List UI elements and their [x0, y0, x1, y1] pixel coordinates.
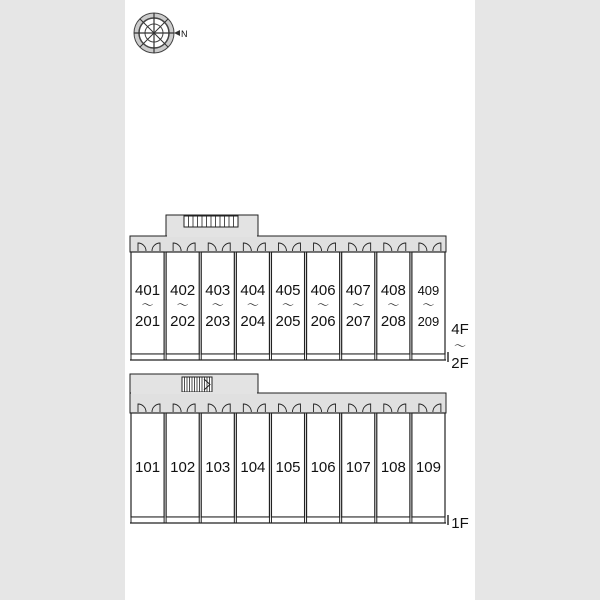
unit-number-top: 406: [310, 282, 336, 299]
floor-label-ground: 1F: [451, 515, 469, 532]
unit-number-bottom: 206: [310, 313, 336, 330]
unit-range-separator: 〜: [141, 298, 154, 312]
unit-range-separator: 〜: [352, 298, 365, 312]
unit-409: [412, 252, 445, 360]
unit-number-top: 403: [205, 282, 231, 299]
unit-range-separator: 〜: [387, 298, 400, 312]
unit-407: [342, 252, 375, 360]
unit-number: 106: [310, 459, 336, 476]
compass-rose-icon: [134, 13, 188, 53]
unit-range-separator: 〜: [422, 298, 435, 312]
unit-number-bottom: 209: [417, 314, 440, 329]
unit-404: [236, 252, 269, 360]
unit-number-top: 408: [380, 282, 406, 299]
unit-number: 109: [415, 459, 441, 476]
right-margin-panel: [475, 0, 600, 600]
unit-402: [166, 252, 199, 360]
unit-range-separator: 〜: [176, 298, 189, 312]
unit-403: [201, 252, 234, 360]
unit-range-separator: 〜: [281, 298, 295, 312]
unit-109: [412, 413, 445, 523]
unit-103: [201, 413, 234, 523]
unit-number-top: 401: [135, 282, 161, 299]
unit-number: 108: [380, 459, 406, 476]
unit-number: 103: [205, 459, 231, 476]
upper-floor-block: [130, 215, 448, 362]
floor-label-bottom: 2F: [451, 355, 469, 372]
ground-floor-block: [130, 374, 448, 525]
unit-408: [377, 252, 410, 360]
unit-401: [131, 252, 164, 360]
unit-number-top: 405: [275, 282, 301, 299]
unit-405: [271, 252, 304, 360]
compass-north-label: N: [181, 29, 188, 39]
unit-number-bottom: 202: [170, 313, 196, 330]
unit-number-top: 404: [240, 282, 266, 299]
unit-108: [377, 413, 410, 523]
stair-icon: [184, 216, 238, 227]
unit-number-top: 409: [417, 283, 440, 298]
unit-number-bottom: 207: [345, 313, 371, 330]
stair-icon: [182, 377, 212, 392]
unit-number-top: 407: [345, 282, 371, 299]
unit-range-separator: 〜: [246, 298, 259, 312]
unit-number: 105: [275, 459, 301, 476]
unit-number-bottom: 208: [380, 313, 406, 330]
floor-label-separator: 〜: [453, 339, 467, 353]
unit-number-bottom: 203: [205, 313, 231, 330]
unit-range-separator: 〜: [317, 298, 330, 312]
unit-number-bottom: 205: [275, 313, 301, 330]
unit-range-separator: 〜: [211, 298, 224, 312]
unit-102: [166, 413, 199, 523]
unit-107: [342, 413, 375, 523]
unit-number-bottom: 201: [135, 313, 161, 330]
unit-number-top: 402: [170, 282, 196, 299]
unit-106: [307, 413, 340, 523]
floor-label-top: 4F: [451, 321, 469, 338]
unit-number: 107: [345, 459, 371, 476]
unit-number: 101: [135, 459, 161, 476]
unit-406: [307, 252, 340, 360]
unit-number-bottom: 204: [240, 313, 266, 330]
unit-105: [271, 413, 304, 523]
left-margin-panel: [0, 0, 125, 600]
corridor: [130, 393, 446, 413]
unit-number: 102: [170, 459, 196, 476]
unit-104: [236, 413, 269, 523]
unit-number: 104: [240, 459, 266, 476]
unit-101: [131, 413, 164, 523]
